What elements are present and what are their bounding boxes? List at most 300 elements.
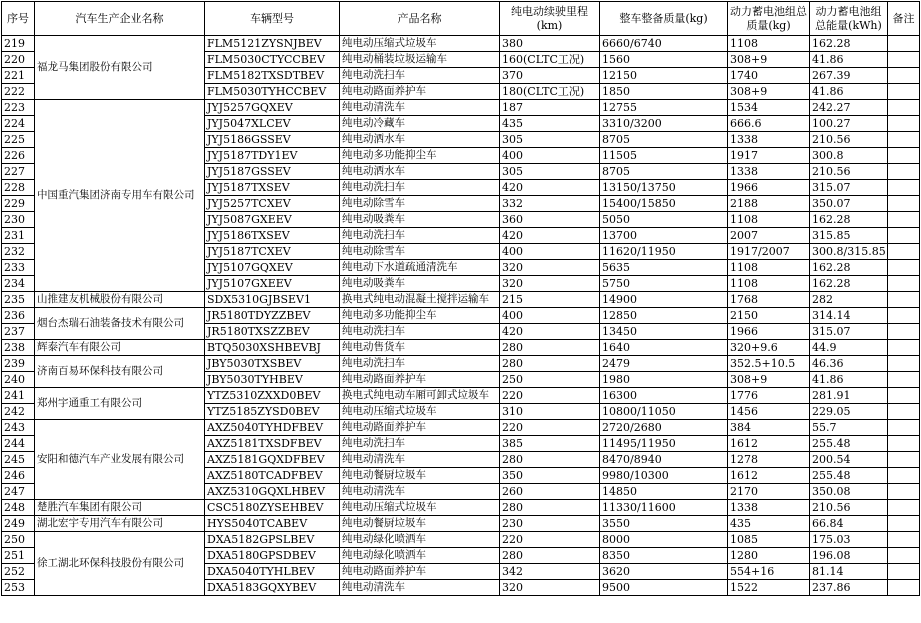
cell-battery-energy: 66.84	[810, 516, 888, 532]
cell-product: 纯电动餐厨垃圾车	[340, 468, 500, 484]
table-row	[2, 500, 920, 516]
cell-range: 435	[500, 116, 600, 132]
cell-curb-mass: 9980/10300	[600, 468, 728, 484]
cell-battery-mass: 1085	[728, 532, 810, 548]
cell-product: 纯电动路面养护车	[340, 84, 500, 100]
cell-range: 280	[500, 340, 600, 356]
cell-battery-mass: 308+9	[728, 52, 810, 68]
cell-range: 370	[500, 68, 600, 84]
cell-battery-energy: 162.28	[810, 212, 888, 228]
cell-curb-mass: 1640	[600, 340, 728, 356]
header-idx: 序号	[2, 2, 35, 36]
cell-battery-mass: 2150	[728, 308, 810, 324]
cell-note	[888, 212, 920, 228]
cell-curb-mass: 5750	[600, 276, 728, 292]
cell-product: 纯电动冷藏车	[340, 116, 500, 132]
cell-curb-mass: 13150/13750	[600, 180, 728, 196]
cell-model: AXZ5180TCADFBEV	[205, 468, 340, 484]
cell-range: 215	[500, 292, 600, 308]
cell-product: 纯电动绿化喷洒车	[340, 548, 500, 564]
cell-model: DXA5180GPSDBEV	[205, 548, 340, 564]
cell-note	[888, 324, 920, 340]
cell-range: 360	[500, 212, 600, 228]
cell-battery-mass: 352.5+10.5	[728, 356, 810, 372]
cell-note	[888, 500, 920, 516]
cell-curb-mass: 3310/3200	[600, 116, 728, 132]
cell-curb-mass: 8705	[600, 132, 728, 148]
cell-model: JYJ5047XLCEV	[205, 116, 340, 132]
cell-product: 纯电动压缩式垃圾车	[340, 36, 500, 52]
cell-battery-energy: 55.7	[810, 420, 888, 436]
cell-model: JYJ5187TCXEV	[205, 244, 340, 260]
cell-battery-mass: 1338	[728, 132, 810, 148]
vehicle-catalog-table	[1, 1, 920, 596]
cell-battery-energy: 175.03	[810, 532, 888, 548]
cell-battery-energy: 41.86	[810, 84, 888, 100]
cell-curb-mass: 6660/6740	[600, 36, 728, 52]
cell-model: DXA5182GPSLBEV	[205, 532, 340, 548]
cell-range: 305	[500, 164, 600, 180]
cell-model: AXZ5181TXSDFBEV	[205, 436, 340, 452]
cell-product: 纯电动洒水车	[340, 164, 500, 180]
cell-range: 320	[500, 276, 600, 292]
cell-product: 纯电动洗扫车	[340, 356, 500, 372]
cell-product: 纯电动桶装垃圾运输车	[340, 52, 500, 68]
cell-range: 180(CLTC工况)	[500, 84, 600, 100]
cell-product: 纯电动绿化喷洒车	[340, 532, 500, 548]
header-note: 备注	[888, 2, 920, 36]
cell-curb-mass: 2720/2680	[600, 420, 728, 436]
table-header-row	[2, 2, 920, 36]
cell-note	[888, 532, 920, 548]
table-body	[2, 36, 920, 596]
cell-range: 332	[500, 196, 600, 212]
cell-range: 400	[500, 244, 600, 260]
cell-battery-mass: 666.6	[728, 116, 810, 132]
cell-note	[888, 372, 920, 388]
cell-idx: 250	[2, 532, 35, 548]
cell-product: 纯电动除雪车	[340, 196, 500, 212]
table-row	[2, 340, 920, 356]
cell-curb-mass: 9500	[600, 580, 728, 596]
cell-range: 280	[500, 548, 600, 564]
cell-range: 310	[500, 404, 600, 420]
cell-range: 420	[500, 324, 600, 340]
cell-note	[888, 244, 920, 260]
table-row	[2, 100, 920, 116]
cell-product: 换电式纯电动混凝土搅拌运输车	[340, 292, 500, 308]
cell-idx: 245	[2, 452, 35, 468]
cell-idx: 248	[2, 500, 35, 516]
cell-range: 220	[500, 388, 600, 404]
cell-battery-mass: 1108	[728, 212, 810, 228]
cell-model: JYJ5107GQXEV	[205, 260, 340, 276]
cell-curb-mass: 8350	[600, 548, 728, 564]
cell-curb-mass: 12755	[600, 100, 728, 116]
cell-product: 纯电动多功能抑尘车	[340, 148, 500, 164]
cell-range: 230	[500, 516, 600, 532]
cell-curb-mass: 13450	[600, 324, 728, 340]
cell-model: FLM5121ZYSNJBEV	[205, 36, 340, 52]
cell-battery-energy: 41.86	[810, 372, 888, 388]
header-battery-energy: 动力蓄电池组总能量(kWh)	[810, 2, 888, 36]
table-row	[2, 420, 920, 436]
cell-model: JBY5030TYHBEV	[205, 372, 340, 388]
cell-curb-mass: 11505	[600, 148, 728, 164]
cell-battery-mass: 1338	[728, 500, 810, 516]
cell-range: 220	[500, 420, 600, 436]
cell-curb-mass: 3620	[600, 564, 728, 580]
cell-product: 纯电动路面养护车	[340, 372, 500, 388]
header-range: 纯电动续驶里程(km)	[500, 2, 600, 36]
cell-idx: 239	[2, 356, 35, 372]
cell-battery-mass: 2188	[728, 196, 810, 212]
cell-battery-mass: 1534	[728, 100, 810, 116]
cell-product: 纯电动洗扫车	[340, 324, 500, 340]
cell-idx: 223	[2, 100, 35, 116]
cell-range: 400	[500, 308, 600, 324]
cell-battery-energy: 255.48	[810, 436, 888, 452]
cell-curb-mass: 12150	[600, 68, 728, 84]
cell-battery-mass: 1966	[728, 180, 810, 196]
cell-battery-energy: 210.56	[810, 500, 888, 516]
cell-range: 342	[500, 564, 600, 580]
cell-curb-mass: 2479	[600, 356, 728, 372]
cell-company: 楚胜汽车集团有限公司	[35, 500, 205, 516]
cell-battery-energy: 46.36	[810, 356, 888, 372]
cell-product: 纯电动餐厨垃圾车	[340, 516, 500, 532]
cell-battery-mass: 1108	[728, 36, 810, 52]
cell-model: JYJ5186TXSEV	[205, 228, 340, 244]
cell-note	[888, 468, 920, 484]
cell-battery-mass: 1338	[728, 164, 810, 180]
table-row	[2, 308, 920, 324]
cell-idx: 236	[2, 308, 35, 324]
cell-battery-mass: 1612	[728, 436, 810, 452]
cell-product: 纯电动吸粪车	[340, 212, 500, 228]
cell-model: DXA5040TYHLBEV	[205, 564, 340, 580]
cell-battery-mass: 1768	[728, 292, 810, 308]
cell-idx: 232	[2, 244, 35, 260]
cell-note	[888, 484, 920, 500]
cell-idx: 233	[2, 260, 35, 276]
cell-curb-mass: 13700	[600, 228, 728, 244]
cell-range: 400	[500, 148, 600, 164]
cell-note	[888, 308, 920, 324]
cell-model: JYJ5186GSSEV	[205, 132, 340, 148]
cell-product: 纯电动下水道疏通清洗车	[340, 260, 500, 276]
cell-range: 420	[500, 180, 600, 196]
cell-note	[888, 436, 920, 452]
cell-idx: 252	[2, 564, 35, 580]
cell-product: 纯电动售货车	[340, 340, 500, 356]
cell-note	[888, 420, 920, 436]
cell-note	[888, 388, 920, 404]
cell-curb-mass: 8470/8940	[600, 452, 728, 468]
cell-range: 420	[500, 228, 600, 244]
cell-model: JYJ5087GXEEV	[205, 212, 340, 228]
cell-battery-mass: 1456	[728, 404, 810, 420]
cell-idx: 219	[2, 36, 35, 52]
cell-curb-mass: 5050	[600, 212, 728, 228]
cell-battery-energy: 282	[810, 292, 888, 308]
cell-idx: 241	[2, 388, 35, 404]
cell-company: 徐工湖北环保科技股份有限公司	[35, 532, 205, 596]
cell-range: 305	[500, 132, 600, 148]
cell-model: FLM5182TXSDTBEV	[205, 68, 340, 84]
cell-note	[888, 116, 920, 132]
header-curb-mass: 整车整备质量(kg)	[600, 2, 728, 36]
cell-product: 纯电动洗扫车	[340, 228, 500, 244]
cell-curb-mass: 1980	[600, 372, 728, 388]
cell-idx: 238	[2, 340, 35, 356]
cell-model: BTQ5030XSHBEVBJ	[205, 340, 340, 356]
cell-idx: 249	[2, 516, 35, 532]
cell-note	[888, 564, 920, 580]
cell-range: 250	[500, 372, 600, 388]
cell-battery-energy: 255.48	[810, 468, 888, 484]
cell-battery-mass: 320+9.6	[728, 340, 810, 356]
cell-note	[888, 180, 920, 196]
cell-battery-energy: 44.9	[810, 340, 888, 356]
table-row	[2, 516, 920, 532]
cell-battery-energy: 41.86	[810, 52, 888, 68]
cell-note	[888, 516, 920, 532]
cell-idx: 225	[2, 132, 35, 148]
cell-note	[888, 228, 920, 244]
cell-battery-energy: 315.07	[810, 324, 888, 340]
cell-model: JYJ5187GSSEV	[205, 164, 340, 180]
cell-curb-mass: 1560	[600, 52, 728, 68]
cell-battery-energy: 350.08	[810, 484, 888, 500]
cell-battery-mass: 1280	[728, 548, 810, 564]
cell-product: 纯电动清洗车	[340, 100, 500, 116]
cell-battery-energy: 242.27	[810, 100, 888, 116]
cell-range: 350	[500, 468, 600, 484]
cell-battery-mass: 1612	[728, 468, 810, 484]
cell-battery-mass: 1776	[728, 388, 810, 404]
cell-battery-mass: 308+9	[728, 84, 810, 100]
cell-note	[888, 132, 920, 148]
cell-company: 湖北宏宇专用汽车有限公司	[35, 516, 205, 532]
cell-company: 福龙马集团股份有限公司	[35, 36, 205, 100]
cell-note	[888, 148, 920, 164]
cell-idx: 240	[2, 372, 35, 388]
cell-range: 320	[500, 260, 600, 276]
cell-company: 中国重汽集团济南专用车有限公司	[35, 100, 205, 292]
cell-product: 纯电动洒水车	[340, 132, 500, 148]
cell-battery-mass: 1740	[728, 68, 810, 84]
cell-battery-mass: 1966	[728, 324, 810, 340]
cell-curb-mass: 3550	[600, 516, 728, 532]
cell-battery-mass: 1108	[728, 276, 810, 292]
cell-battery-energy: 314.14	[810, 308, 888, 324]
cell-idx: 224	[2, 116, 35, 132]
cell-battery-energy: 237.86	[810, 580, 888, 596]
cell-note	[888, 340, 920, 356]
cell-battery-energy: 210.56	[810, 164, 888, 180]
cell-product: 纯电动压缩式垃圾车	[340, 500, 500, 516]
header-company: 汽车生产企业名称	[35, 2, 205, 36]
cell-battery-energy: 162.28	[810, 36, 888, 52]
cell-idx: 227	[2, 164, 35, 180]
cell-curb-mass: 12850	[600, 308, 728, 324]
cell-product: 纯电动洗扫车	[340, 180, 500, 196]
cell-model: AXZ5310GQXLHBEV	[205, 484, 340, 500]
cell-note	[888, 84, 920, 100]
cell-model: FLM5030CTYCCBEV	[205, 52, 340, 68]
table-row	[2, 388, 920, 404]
cell-product: 纯电动吸粪车	[340, 276, 500, 292]
cell-curb-mass: 8000	[600, 532, 728, 548]
cell-battery-mass: 1522	[728, 580, 810, 596]
cell-battery-energy: 350.07	[810, 196, 888, 212]
cell-product: 纯电动清洗车	[340, 452, 500, 468]
cell-idx: 234	[2, 276, 35, 292]
cell-idx: 244	[2, 436, 35, 452]
cell-battery-energy: 162.28	[810, 276, 888, 292]
cell-product: 纯电动洗扫车	[340, 436, 500, 452]
cell-curb-mass: 11330/11600	[600, 500, 728, 516]
cell-battery-mass: 384	[728, 420, 810, 436]
table-row	[2, 532, 920, 548]
cell-idx: 228	[2, 180, 35, 196]
cell-model: CSC5180ZYSEHBEV	[205, 500, 340, 516]
cell-idx: 229	[2, 196, 35, 212]
cell-product: 纯电动清洗车	[340, 580, 500, 596]
cell-battery-mass: 1278	[728, 452, 810, 468]
cell-model: HYS5040TCABEV	[205, 516, 340, 532]
cell-idx: 237	[2, 324, 35, 340]
cell-battery-energy: 100.27	[810, 116, 888, 132]
cell-company: 郑州宇通重工有限公司	[35, 388, 205, 420]
cell-model: JYJ5257GQXEV	[205, 100, 340, 116]
cell-battery-energy: 229.05	[810, 404, 888, 420]
cell-model: JR5180TDYZZBEV	[205, 308, 340, 324]
cell-idx: 253	[2, 580, 35, 596]
cell-battery-energy: 315.85	[810, 228, 888, 244]
table-row	[2, 292, 920, 308]
cell-curb-mass: 5635	[600, 260, 728, 276]
cell-company: 山推建友机械股份有限公司	[35, 292, 205, 308]
cell-range: 220	[500, 532, 600, 548]
cell-note	[888, 164, 920, 180]
cell-note	[888, 404, 920, 420]
cell-model: JR5180TXSZZBEV	[205, 324, 340, 340]
cell-battery-energy: 300.8/315.85	[810, 244, 888, 260]
cell-note	[888, 452, 920, 468]
cell-product: 纯电动路面养护车	[340, 564, 500, 580]
cell-battery-mass: 2170	[728, 484, 810, 500]
cell-model: SDX5310GJBSEV1	[205, 292, 340, 308]
cell-curb-mass: 1850	[600, 84, 728, 100]
cell-model: YTZ5185ZYSD0BEV	[205, 404, 340, 420]
cell-model: JYJ5187TDY1EV	[205, 148, 340, 164]
cell-note	[888, 36, 920, 52]
cell-model: JYJ5257TCXEV	[205, 196, 340, 212]
cell-product: 纯电动多功能抑尘车	[340, 308, 500, 324]
cell-range: 187	[500, 100, 600, 116]
cell-range: 385	[500, 436, 600, 452]
cell-model: DXA5183GQXYBEV	[205, 580, 340, 596]
cell-battery-mass: 2007	[728, 228, 810, 244]
cell-idx: 247	[2, 484, 35, 500]
cell-note	[888, 68, 920, 84]
cell-product: 纯电动洗扫车	[340, 68, 500, 84]
cell-battery-energy: 281.91	[810, 388, 888, 404]
cell-model: JYJ5187TXSEV	[205, 180, 340, 196]
cell-note	[888, 260, 920, 276]
cell-battery-mass: 308+9	[728, 372, 810, 388]
cell-note	[888, 100, 920, 116]
cell-battery-mass: 1108	[728, 260, 810, 276]
cell-product: 纯电动路面养护车	[340, 420, 500, 436]
cell-idx: 222	[2, 84, 35, 100]
table-row	[2, 36, 920, 52]
cell-note	[888, 52, 920, 68]
cell-range: 280	[500, 452, 600, 468]
header-model: 车辆型号	[205, 2, 340, 36]
cell-idx: 226	[2, 148, 35, 164]
cell-battery-energy: 162.28	[810, 260, 888, 276]
cell-range: 280	[500, 356, 600, 372]
cell-model: YTZ5310ZXXD0BEV	[205, 388, 340, 404]
cell-curb-mass: 11620/11950	[600, 244, 728, 260]
cell-battery-mass: 1917/2007	[728, 244, 810, 260]
cell-idx: 231	[2, 228, 35, 244]
cell-battery-energy: 315.07	[810, 180, 888, 196]
cell-model: JBY5030TXSBEV	[205, 356, 340, 372]
cell-model: JYJ5107GXEEV	[205, 276, 340, 292]
cell-battery-energy: 200.54	[810, 452, 888, 468]
cell-range: 260	[500, 484, 600, 500]
cell-battery-energy: 210.56	[810, 132, 888, 148]
cell-range: 380	[500, 36, 600, 52]
cell-company: 烟台杰瑞石油装备技术有限公司	[35, 308, 205, 340]
cell-idx: 251	[2, 548, 35, 564]
cell-range: 320	[500, 580, 600, 596]
cell-product: 纯电动清洗车	[340, 484, 500, 500]
cell-curb-mass: 14900	[600, 292, 728, 308]
cell-model: AXZ5181GQXDFBEV	[205, 452, 340, 468]
cell-product: 换电式纯电动车厢可卸式垃圾车	[340, 388, 500, 404]
cell-company: 安阳和德汽车产业发展有限公司	[35, 420, 205, 500]
cell-range: 280	[500, 500, 600, 516]
cell-range: 160(CLTC工况)	[500, 52, 600, 68]
cell-product: 纯电动除雪车	[340, 244, 500, 260]
cell-idx: 243	[2, 420, 35, 436]
cell-battery-energy: 300.8	[810, 148, 888, 164]
table-row	[2, 356, 920, 372]
cell-idx: 246	[2, 468, 35, 484]
cell-battery-mass: 435	[728, 516, 810, 532]
cell-company: 辉泰汽车有限公司	[35, 340, 205, 356]
cell-curb-mass: 16300	[600, 388, 728, 404]
cell-battery-energy: 196.08	[810, 548, 888, 564]
cell-idx: 220	[2, 52, 35, 68]
cell-note	[888, 580, 920, 596]
cell-model: FLM5030TYHCCBEV	[205, 84, 340, 100]
cell-model: AXZ5040TYHDFBEV	[205, 420, 340, 436]
cell-idx: 221	[2, 68, 35, 84]
cell-company: 济南百易环保科技有限公司	[35, 356, 205, 388]
header-product: 产品名称	[340, 2, 500, 36]
cell-curb-mass: 15400/15850	[600, 196, 728, 212]
cell-note	[888, 548, 920, 564]
cell-curb-mass: 8705	[600, 164, 728, 180]
cell-curb-mass: 14850	[600, 484, 728, 500]
cell-product: 纯电动压缩式垃圾车	[340, 404, 500, 420]
